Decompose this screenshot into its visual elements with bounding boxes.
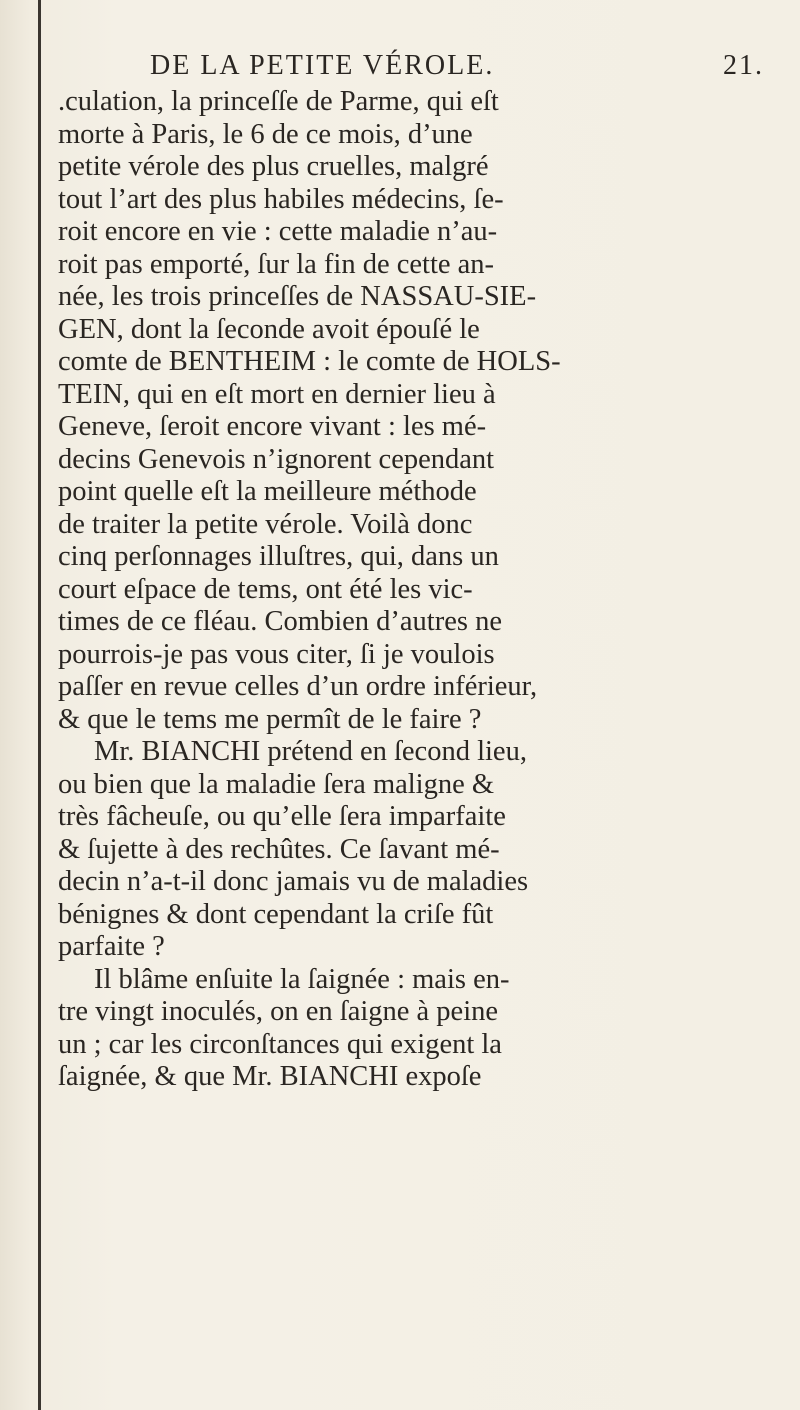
text-line: & ſujette à des rechûtes. Ce ſavant mé- (58, 833, 500, 865)
text-line: tout l’art des plus habiles médecins, ſe- (58, 183, 504, 215)
facing-page-margin (0, 60, 36, 760)
text-line: court eſpace de tems, ont été les vic- (58, 573, 473, 605)
text-line: Geneve, ſeroit encore vivant : les mé- (58, 411, 487, 442)
text-line: Il blâme enſuite la ſaignée : mais en- (94, 963, 510, 995)
text-line: .culation, la princeſſe de Parme, qui eſt (58, 86, 499, 117)
text-line: decins Genevois n’ignorent cependant (58, 443, 495, 475)
text-line: Mr. BIANCHI prétend en ſecond lieu, (94, 736, 527, 767)
text-line: paſſer en revue celles d’un ordre inférieur, (58, 671, 538, 702)
running-title: DE LA PETITE VÉROLE. (150, 50, 495, 81)
text-line: parfaite ? (58, 931, 165, 962)
text-line: GEN, dont la ſeconde avoit épouſé le (58, 313, 480, 345)
text-line: decin n’a-t-il donc jamais vu de maladies (58, 866, 529, 897)
text-line: pourrois-je pas vous citer, ſi je voulois (58, 638, 495, 670)
text-line: née, les trois princeſſes de NASSAU-SIE- (58, 281, 537, 312)
page-header (150, 50, 790, 90)
text-line: ou bien que la maladie ſera maligne & (58, 768, 495, 800)
text-line: cinq perſonnages illuſtres, qui, dans un (58, 541, 499, 572)
text-line: morte à Paris, le 6 de ce mois, d’une (58, 118, 473, 150)
text-line: point quelle eſt la meilleure méthode (58, 476, 477, 507)
text-line: de traiter la petite vérole. Voilà donc (58, 508, 473, 540)
text-line: petite vérole des plus cruelles, malgré (58, 151, 489, 182)
page-number: 21. (723, 50, 764, 81)
binding-gutter (38, 0, 41, 1410)
text-line: comte de BENTHEIM : le comte de HOLS- (58, 346, 561, 377)
text-line: bénignes & dont cependant la criſe fût (58, 898, 494, 930)
text-line: times de ce fléau. Combien d’autres ne (58, 606, 502, 637)
text-line: ſaignée, & que Mr. BIANCHI expoſe (58, 1061, 482, 1092)
text-line: roit pas emporté, ſur la fin de cette an- (58, 248, 495, 280)
text-line: TEIN, qui en eſt mort en dernier lieu à (58, 378, 496, 410)
text-line: roit encore en vie : cette maladie n’au- (58, 216, 498, 247)
text-line: très fâcheuſe, ou qu’elle ſera imparfaite (58, 801, 506, 832)
text-line: & que le tems me permît de le faire ? (58, 703, 482, 735)
text-line: tre vingt inoculés, on en ſaigne à peine (58, 996, 499, 1027)
text-line: un ; car les circonſtances qui exigent la (58, 1028, 502, 1060)
body-text (58, 86, 798, 1094)
